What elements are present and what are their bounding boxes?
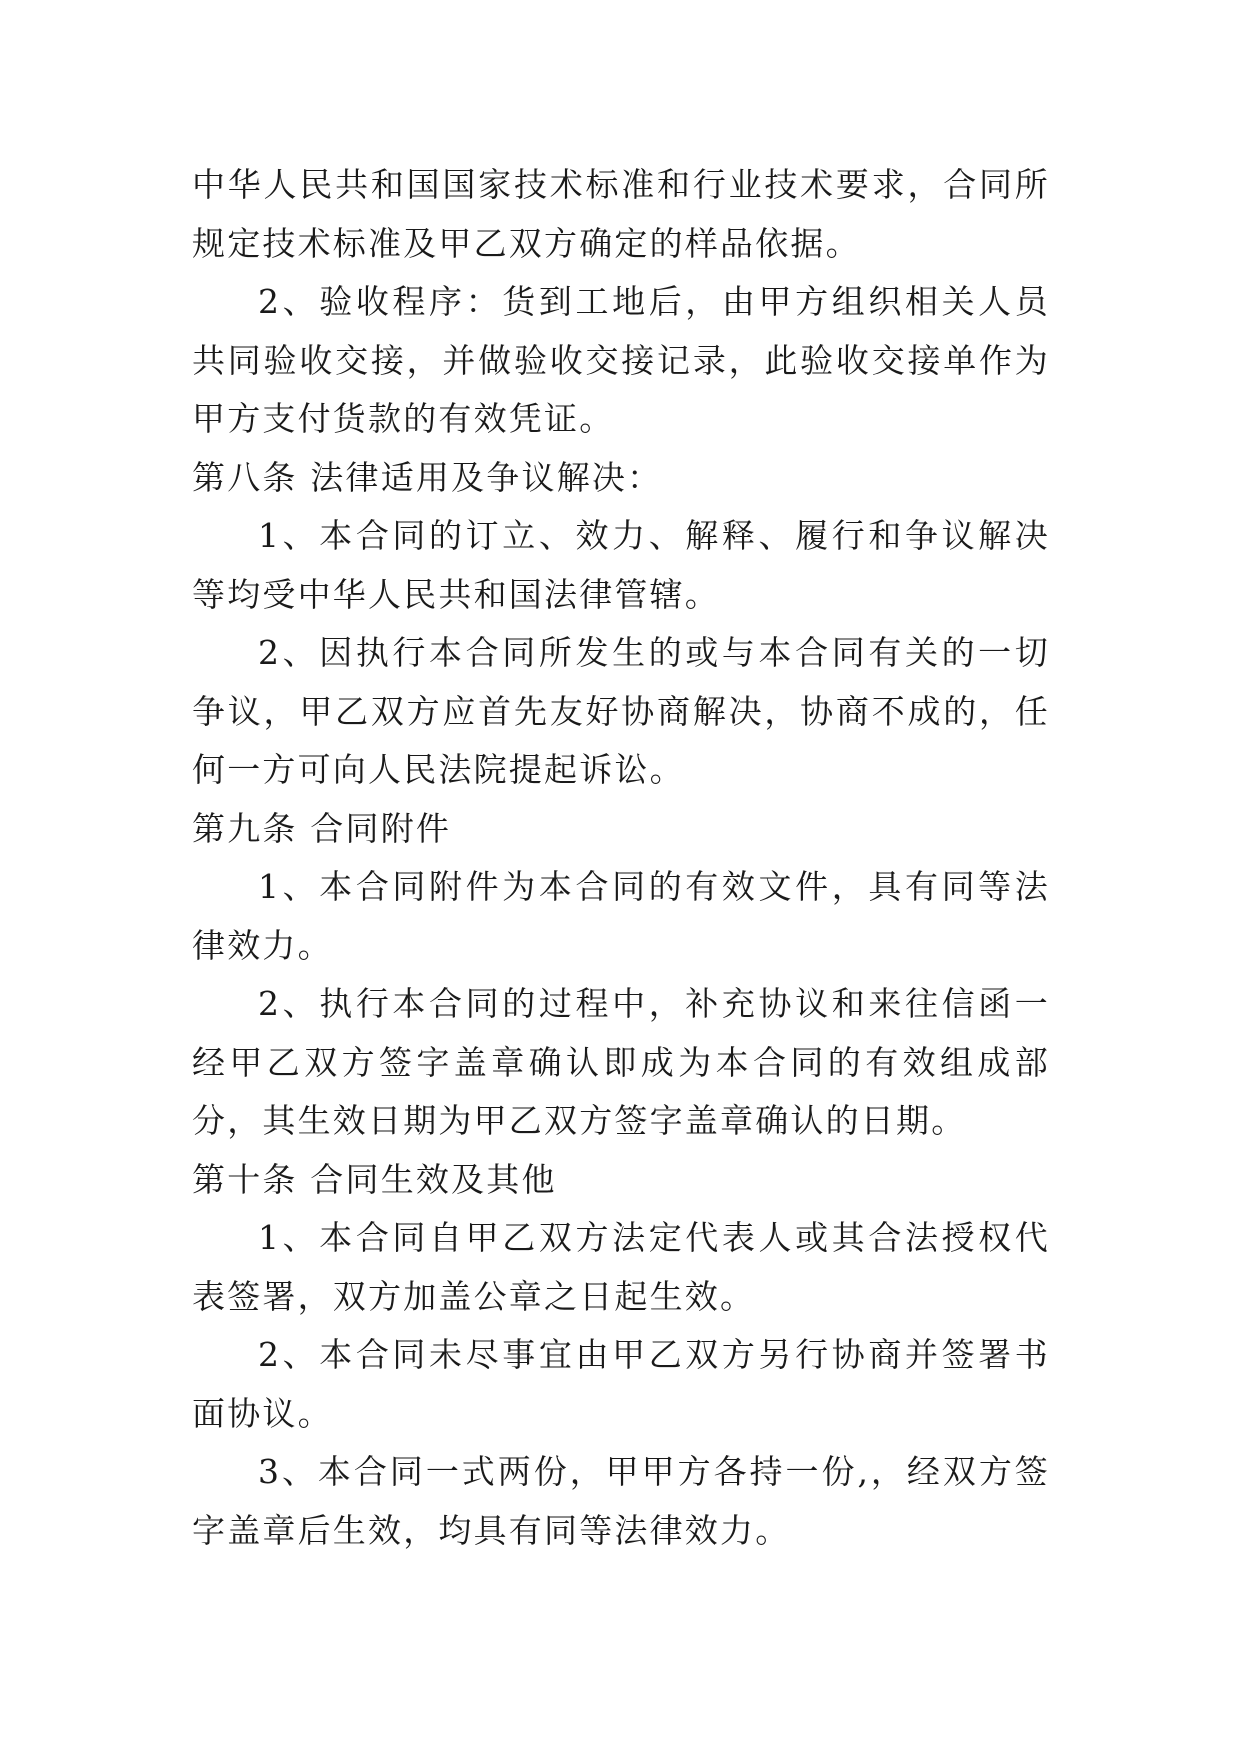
article-9-heading: 第九条 合同附件 [192, 808, 452, 848]
paragraph-technical-standards: 中华人民共和国国家技术标准和行业技术要求，合同所规定技术标准及甲乙双方确定的样品依据。 [192, 165, 1050, 263]
paragraph-acceptance-procedure: 2、验收程序：货到工地后，由甲方组织相关人员共同验收交接，并做验收交接记录，此验收交接单作为甲方支付货款的有效凭证。 [192, 282, 1050, 438]
paragraph-copies: 3、本合同一式两份，甲甲方各持一份,，经双方签字盖章后生效，均具有同等法律效力。 [192, 1452, 1050, 1550]
paragraph-governing-law: 1、本合同的订立、效力、解释、履行和争议解决等均受中华人民共和国法律管辖。 [192, 516, 1050, 614]
paragraph-effective-date: 1、本合同自甲乙双方法定代表人或其合法授权代表签署，双方加盖公章之日起生效。 [192, 1218, 1050, 1316]
article-10-heading: 第十条 合同生效及其他 [192, 1159, 557, 1199]
paragraph-dispute-resolution: 2、因执行本合同所发生的或与本合同有关的一切争议，甲乙双方应首先友好协商解决，协商不成的，任何一方可向人民法院提起诉讼。 [192, 633, 1050, 789]
article-8-heading: 第八条 法律适用及争议解决： [192, 457, 663, 497]
paragraph-attachments-validity: 1、本合同附件为本合同的有效文件，具有同等法律效力。 [192, 867, 1050, 965]
paragraph-supplementary-agreements: 2、执行本合同的过程中，补充协议和来往信函一经甲乙双方签字盖章确认即成为本合同的有效组成部分，其生效日期为甲乙双方签字盖章确认的日期。 [192, 984, 1050, 1140]
document-body [192, 156, 1050, 1560]
paragraph-unresolved-matters: 2、本合同未尽事宜由甲乙双方另行协商并签署书面协议。 [192, 1335, 1050, 1433]
